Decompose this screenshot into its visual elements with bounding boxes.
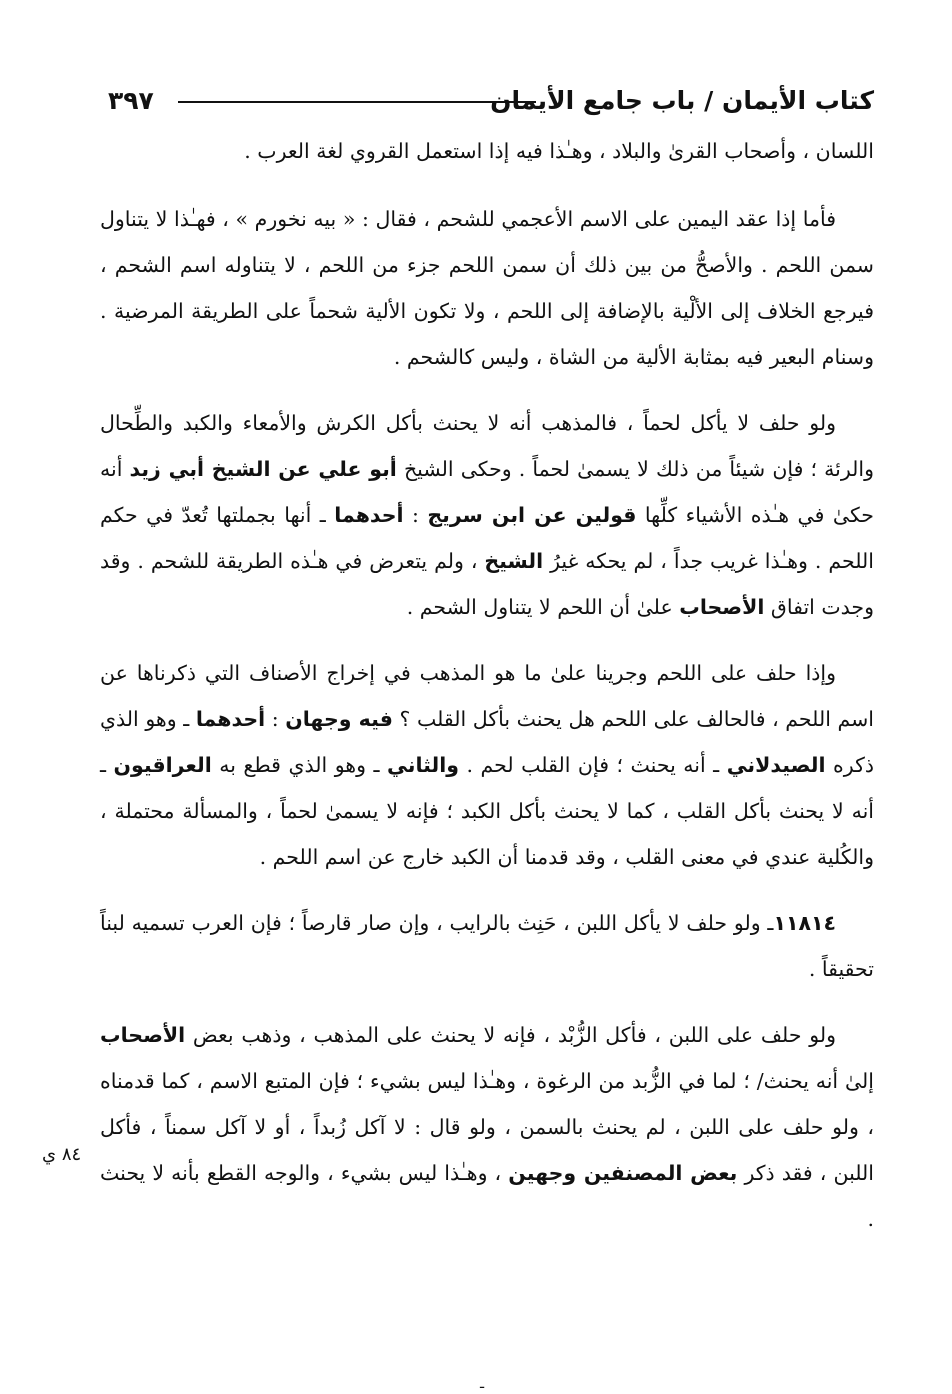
text-span: ، وهـٰذا ليس بشيء ، والوجه القطع بأنه لا يحنث . (100, 1161, 874, 1231)
text-span: ـ أنها بجملتها تُعدّ في حكم اللحم . وهـٰذا غريب جداً ، لم يحكه غيرُ (100, 503, 874, 573)
header-rule (178, 101, 536, 103)
footer-mark: ـ (480, 1376, 485, 1392)
text-span: : (265, 707, 286, 731)
text-span: ـ وهو الذي ذكره (100, 707, 874, 777)
text-span: علىٰ أن اللحم لا يتناول الشحم . (406, 595, 680, 619)
bold-term: الأصحاب (100, 1023, 186, 1047)
bold-term: ١١٨١٤ (773, 911, 836, 935)
text-span: فأما إذا عقد اليمين على الاسم الأعجمي للشحم ، فقال : « بيه نخورم » ، فهـٰذا لا يتناول سمن اللحم . والأصحُّ من بين ذلك أن سمن اللحم جزء من اللحم ، لا يتناوله اسم الشحم ، فيرجع الخلاف إلى الألْية بالإضافة إلى اللحم ، ولا تكون الألية شحماً على الطريقة المرضية . وسنام البعير فيه بمثابة الألية من الشاة ، وليس كالشحم . (100, 207, 874, 369)
text-span: اللسان ، وأصحاب القرىٰ والبلاد ، وهـٰذا فيه إذا استعمل القروي لغة العرب . (244, 139, 874, 163)
text-span: ، ولم يتعرض في هـٰذه الطريقة للشحم . وقد وجدت اتفاق (100, 549, 874, 619)
text-span: ـ أنه يحنث ؛ فإن القلب لحم . (459, 753, 727, 777)
paragraph (100, 400, 874, 630)
paragraph (100, 196, 874, 380)
text-span: ولو حلف لا يأكل لحماً ، فالمذهب أنه لا يحنث بأكل الكرش والأمعاء والكبد والطِّحال والرئة ؛ فإن شيئاً من ذلك لا يسمىٰ لحماً . وحكى الشيخ (100, 411, 874, 481)
bold-term: العراقيون (113, 753, 212, 777)
bold-term: أحدهما (195, 707, 266, 731)
bold-term: الأصحاب (679, 595, 765, 619)
text-span: ـ وهو الذي قطع به (211, 753, 388, 777)
text-span: وإذا حلف على اللحم وجرينا علىٰ ما هو المذهب في إخراج الأصناف التي ذكرناها عن اسم اللحم ، فالحالف على اللحم هل يحنث بأكل القلب ؟ (100, 661, 874, 731)
page-number: ٣٩٧ (108, 86, 154, 115)
book-chapter-title: كتاب الأيمان / باب جامع الأيمان (490, 86, 874, 115)
paragraph (100, 128, 874, 174)
paragraph (100, 900, 874, 992)
bold-term: قولين عن ابن سريج (427, 503, 637, 527)
text-span: ولو حلف على اللبن ، فأكل الزُّبْد ، فإنه لا يحنث على المذهب ، وذهب بعض (185, 1023, 836, 1047)
bold-term: أبو علي عن الشيخ أبي زيد (129, 457, 397, 481)
text-span: أنه حكىٰ في هـٰذه الأشياء كلِّها (100, 457, 874, 527)
bold-term: فيه وجهان (285, 707, 393, 731)
paragraph (100, 1012, 874, 1242)
bold-term: أحدهما (334, 503, 404, 527)
bold-term: والثاني (387, 753, 460, 777)
bold-term: بعض المصنفين وجهين (508, 1161, 738, 1185)
text-span: ـ أنه لا يحنث بأكل القلب ، كما لا يحنث بأكل الكبد ؛ فإنه لا يسمىٰ لحماً ، والمسألة محتملة ، والكُلية عندي في معنى القلب ، وقد قدمنا أن الكبد خارج عن اسم اللحم . (100, 753, 874, 869)
bold-term: الصيدلاني (726, 753, 826, 777)
bold-term: الشيخ (484, 549, 544, 573)
body-text (100, 128, 874, 1262)
text-span: ـ ولو حلف لا يأكل اللبن ، حَنِث بالرايب ، وإن صار قارصاً ؛ فإن العرب تسميه لبناً تحقيقاً . (100, 911, 874, 981)
margin-folio-note: ٨٤ ي (42, 1144, 82, 1165)
paragraph (100, 650, 874, 880)
text-span: : (403, 503, 428, 527)
text-span: إلىٰ أنه يحنث/ ؛ لما في الزُّبد من الرغوة ، وهـٰذا ليس بشيء ؛ فإن المتبع الاسم ، كما قدمناه ، ولو حلف على اللبن ، لم يحنث بالسمن ، ولو قال : لا آكل زُبداً ، أو لا آكل سمناً ، فأكل اللبن ، فقد ذكر (100, 1069, 874, 1185)
running-header (108, 76, 874, 126)
